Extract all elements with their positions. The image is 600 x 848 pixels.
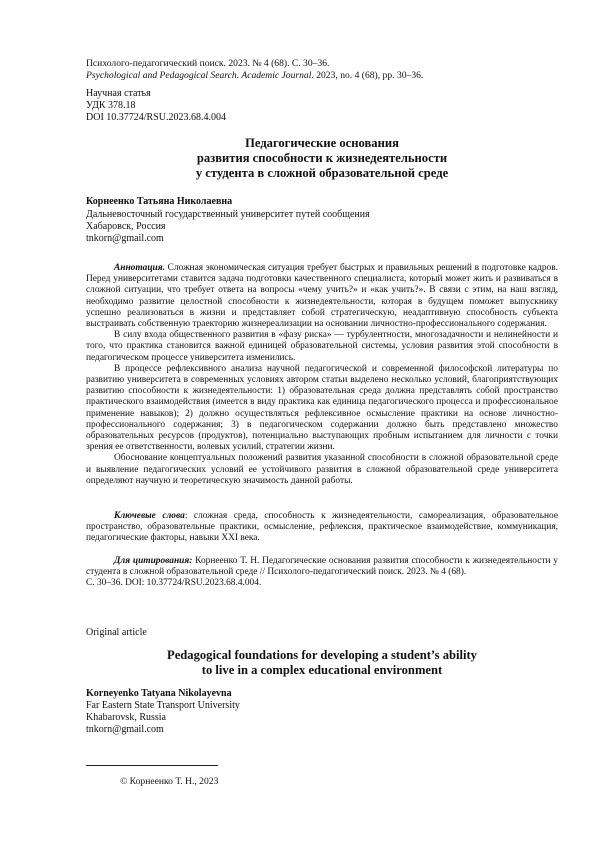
citation-paragraph xyxy=(86,556,558,578)
copyright-note: © Корнеенко Т. Н., 2023 xyxy=(120,776,219,787)
abstract-paragraph-4: Обоснование концептуальных положений развития указанной способности в сложной образовательной среде и выявление педагогических условий ее устойчивого развития в сложной образовательной среде университета определяют научную и теоретическую значимость данной работы. xyxy=(86,453,558,486)
keywords-text: : сложная среда, способность к жизнедеятельности, самореализация, образовательное пространство, образовательные практики, осмысление, рефлексия, практическое взаимодействие, коммуникация, педагогические факторы, навыки XXI века. xyxy=(86,511,558,544)
author-affiliation-ru: Дальневосточный государственный университет путей сообщения xyxy=(86,209,370,220)
author-city-en: Khabarovsk, Russia xyxy=(86,712,166,723)
author-email-en[interactable]: tnkorn@gmail.com xyxy=(86,724,164,735)
doi: DOI 10.37724/RSU.2023.68.4.004 xyxy=(86,112,227,123)
author-affiliation-en: Far Eastern State Transport University xyxy=(86,700,240,711)
abstract-p1-text: Сложная экономическая ситуация требует быстрых и правильных решений в подготовке кадров. Перед университетами ставится задача подготовки качественного специалиста, который может жить и развиваться в сложной ситуации, что требует ответа на вопросы «чему учить?» и «как учить?». В связи с этим, на наш взгляд, необходимо развитие целостной способности к жизнедеятельности, которая в будущем поможет выпускнику успешно реализоваться в жизни и представляет собой стратегическую, неадаптивную способность субъекта выстраивать собственную траекторию жизнереализации на основании личностно-профессионального содержания. xyxy=(86,263,558,330)
title-ru-line2: развития способности к жизнедеятельности xyxy=(196,151,448,165)
abstract-paragraph-2: В силу входа общественного развития в «фазу риска» — турбулентности, многозадачности и нелинейности и того, что практика становится важной единицей образовательной системы, условия развития этой способности в педагогическом процессе университета изменились. xyxy=(86,330,558,363)
journal-header xyxy=(86,58,558,82)
title-en-line1: Pedagogical foundations for developing a student’s ability xyxy=(167,648,477,662)
article-type-en: Original article xyxy=(86,627,147,638)
author-name-ru: Корнеенко Татьяна Николаевна xyxy=(86,196,233,207)
abstract-label: Аннотация. xyxy=(114,263,165,273)
udc-code: УДК 378.18 xyxy=(86,100,136,111)
title-en xyxy=(86,648,558,678)
article-meta xyxy=(86,88,558,124)
journal-name-en: Psychological and Pedagogical Search. Academic Journal xyxy=(86,70,312,81)
article-type: Научная статья xyxy=(86,88,151,99)
author-block-en xyxy=(86,688,558,736)
title-ru xyxy=(86,136,558,181)
title-en-line2: to live in a complex educational environment xyxy=(201,663,443,677)
abstract-paragraph-1 xyxy=(86,263,558,330)
footnote-divider xyxy=(86,765,218,766)
journal-line-en xyxy=(86,70,558,82)
citation-label: Для цитирования: xyxy=(114,556,193,566)
abstract xyxy=(86,263,558,487)
journal-line-ru: Психолого-педагогический поиск. 2023. № 4 (68). С. 30–36. xyxy=(86,58,330,69)
citation-pages-doi: С. 30–36. DOI: 10.37724/RSU.2023.68.4.004. xyxy=(86,578,262,589)
title-ru-line3: у студента в сложной образовательной среде xyxy=(195,166,449,180)
author-city-ru: Хабаровск, Россия xyxy=(86,221,166,232)
keywords-label: Ключевые слова xyxy=(114,511,185,521)
citation xyxy=(86,556,558,590)
journal-issue-en: . 2023, no. 4 (68), pp. 30–36. xyxy=(311,70,424,81)
citation-text: Корнеенко Т. Н. Педагогические основания развития способности к жизнедеятельности у студента в сложной образовательной среде // Психолого-педагогический поиск. 2023. № 4 (68). xyxy=(86,556,558,578)
keywords xyxy=(86,511,558,545)
author-name-en: Korneyenko Tatyana Nikolayevna xyxy=(86,688,232,699)
author-block-ru xyxy=(86,196,558,245)
abstract-paragraph-3: В процессе рефлексивного анализа научной педагогической и современной философской литературы по развитию университета в современных условиях автором статьи выделено несколько условий, благоприятствующих развитию способности к жизнедеятельности: 1) образовательная среда должна представлять собой пространство практического взаимодействия (имеется в виду практика как единица педагогического процесса и профессиональное применение навыков); 2) должно осуществляться рефлексивное осмысление практики на основе личностно-профессионального содержания; 3) в педагогическом содержании должно быть представлено множество образовательных ресурсов (продуктов), потенциально выступающих пробным испытанием для личности с точки зрения ее ответственности, волевых усилий, стратегии жизни. xyxy=(86,363,558,453)
author-email-ru[interactable]: tnkorn@gmail.com xyxy=(86,233,164,244)
title-ru-line1: Педагогические основания xyxy=(245,136,399,150)
keywords-paragraph xyxy=(86,511,558,545)
